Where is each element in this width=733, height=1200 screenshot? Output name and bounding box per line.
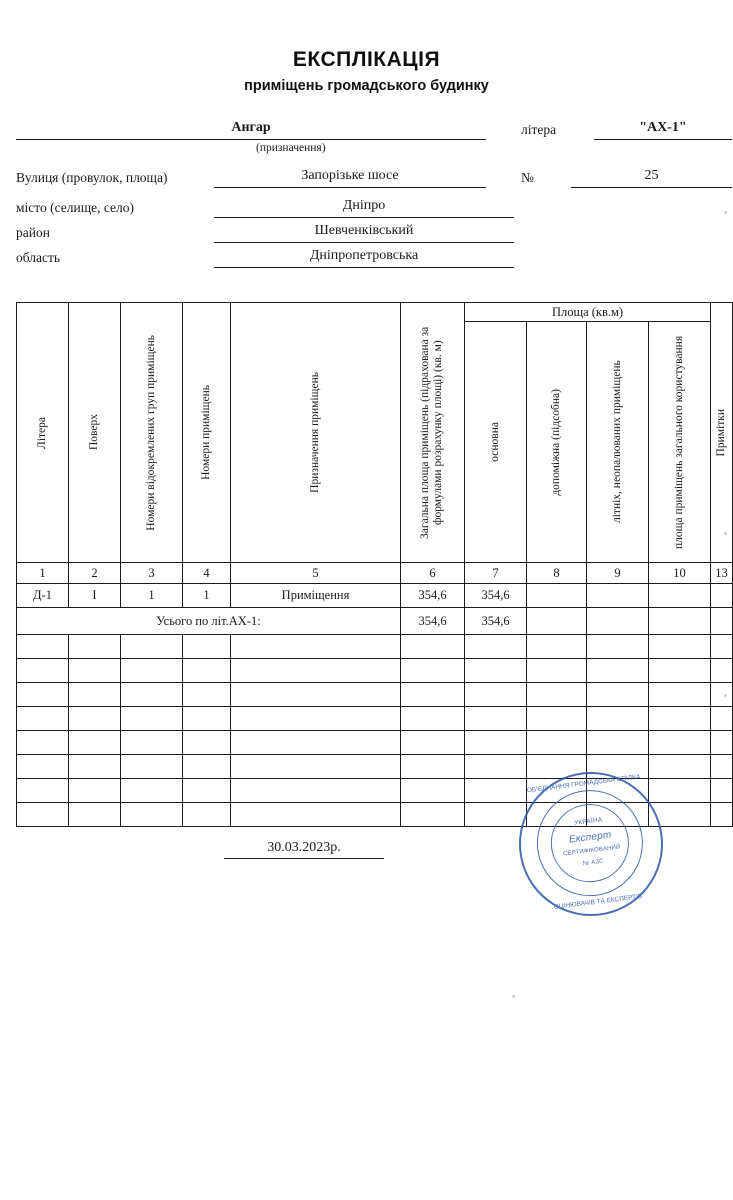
empty-cell [183, 755, 231, 779]
cell-purpose: Приміщення [231, 584, 401, 608]
col-header-area-group: Площа (кв.м) [465, 303, 711, 322]
document-date: 30.03.2023р. [224, 840, 384, 859]
empty-cell [17, 635, 69, 659]
total-total-area: 354,6 [401, 608, 465, 635]
empty-cell [121, 779, 183, 803]
empty-cell [121, 659, 183, 683]
empty-cell [183, 707, 231, 731]
empty-cell [465, 635, 527, 659]
empty-cell [527, 707, 587, 731]
empty-cell [17, 707, 69, 731]
empty-cell [401, 635, 465, 659]
empty-cell [527, 731, 587, 755]
empty-cell [401, 779, 465, 803]
number-label: № [521, 170, 534, 185]
table-empty-row [17, 659, 733, 683]
empty-cell [183, 731, 231, 755]
region-value: Дніпропетровська [214, 248, 514, 268]
empty-cell [711, 659, 733, 683]
cell-main-area: 354,6 [465, 584, 527, 608]
cell-total-area: 354,6 [401, 584, 465, 608]
empty-cell [231, 659, 401, 683]
empty-cell [69, 755, 121, 779]
empty-cell [69, 635, 121, 659]
table-row [17, 584, 733, 608]
empty-cell [465, 659, 527, 683]
empty-cell [121, 683, 183, 707]
city-label: місто (селище, село) [16, 200, 135, 215]
table-empty-row [17, 731, 733, 755]
empty-cell [231, 779, 401, 803]
empty-cell [401, 755, 465, 779]
col-header-main-area: основна [465, 322, 527, 563]
empty-cell [17, 755, 69, 779]
empty-cell [69, 683, 121, 707]
page-title: ЕКСПЛІКАЦІЯ [292, 48, 441, 71]
empty-cell [649, 755, 711, 779]
empty-cell [401, 659, 465, 683]
empty-cell [231, 755, 401, 779]
colnum-5: 5 [231, 563, 401, 584]
cell-room-no: 1 [183, 584, 231, 608]
empty-cell [69, 731, 121, 755]
header-fields [16, 120, 717, 271]
colnum-10: 10 [649, 563, 711, 584]
empty-cell [121, 707, 183, 731]
district-label: район [16, 225, 50, 240]
colnum-6: 6 [401, 563, 465, 584]
colnum-7: 7 [465, 563, 527, 584]
colnum-9: 9 [587, 563, 649, 584]
col-header-notes: Примітки [711, 303, 733, 563]
col-header-room-no: Номери приміщень [183, 303, 231, 563]
empty-cell [69, 659, 121, 683]
cell-summer-area [587, 584, 649, 608]
empty-cell [711, 731, 733, 755]
empty-cell [17, 659, 69, 683]
scan-speckle [512, 995, 515, 998]
scan-speckle [724, 211, 727, 214]
empty-cell [465, 707, 527, 731]
col-header-summer-area: літніх, неопалюваних приміщень [587, 322, 649, 563]
region-label: область [16, 250, 61, 265]
table-group-header-row [17, 303, 733, 322]
purpose-value: Ангар [16, 120, 486, 140]
empty-cell [587, 635, 649, 659]
empty-cell [649, 779, 711, 803]
total-common-area [649, 608, 711, 635]
table-total-row [17, 608, 733, 635]
street-label: Вулиця (провулок, площа) [16, 170, 168, 185]
empty-cell [649, 731, 711, 755]
empty-cell [587, 683, 649, 707]
total-notes [711, 608, 733, 635]
empty-cell [121, 803, 183, 827]
cell-common-area [649, 584, 711, 608]
empty-cell [711, 635, 733, 659]
empty-cell [121, 635, 183, 659]
stamp-inner-ring [546, 800, 633, 887]
empty-cell [231, 803, 401, 827]
empty-cell [401, 707, 465, 731]
colnum-8: 8 [527, 563, 587, 584]
total-aux-area [527, 608, 587, 635]
stamp-line-3: СЕРТИФІКОВАНИЙ [562, 844, 621, 858]
empty-cell [711, 755, 733, 779]
colnum-4: 4 [183, 563, 231, 584]
empty-cell [649, 635, 711, 659]
empty-cell [183, 683, 231, 707]
stamp-line-1: УКРАЇНА [573, 816, 603, 827]
cell-aux-area [527, 584, 587, 608]
colnum-2: 2 [69, 563, 121, 584]
number-value: 25 [571, 168, 732, 188]
empty-cell [183, 659, 231, 683]
litera-value: "АХ-1" [594, 120, 732, 140]
cell-litera: Д-1 [17, 584, 69, 608]
colnum-3: 3 [121, 563, 183, 584]
col-header-total-area: Загальна площа приміщень (підрахована за формулами розрахунку площі) (кв. м) [401, 303, 465, 563]
col-header-common-area: площа приміщень загального користування [649, 322, 711, 563]
total-label: Усього по літ.АХ-1: [17, 608, 401, 635]
empty-cell [527, 635, 587, 659]
field-row-city [16, 192, 717, 221]
empty-cell [649, 707, 711, 731]
table-empty-row [17, 707, 733, 731]
litera-label: літера [521, 122, 557, 137]
empty-cell [401, 803, 465, 827]
empty-cell [401, 683, 465, 707]
empty-cell [587, 659, 649, 683]
empty-cell [183, 803, 231, 827]
empty-cell [231, 707, 401, 731]
page-subtitle: приміщень громадського будинку [244, 78, 489, 94]
empty-cell [121, 755, 183, 779]
empty-cell [69, 803, 121, 827]
empty-cell [465, 731, 527, 755]
empty-cell [17, 683, 69, 707]
empty-cell [465, 683, 527, 707]
empty-cell [183, 779, 231, 803]
empty-cell [69, 779, 121, 803]
empty-cell [183, 635, 231, 659]
stamp-line-2: Експерт [568, 829, 613, 846]
empty-cell [231, 635, 401, 659]
field-row-purpose [16, 120, 717, 144]
empty-cell [587, 731, 649, 755]
table-column-number-row [17, 563, 733, 584]
stamp-line-4: № АЗС [582, 858, 605, 868]
empty-cell [649, 659, 711, 683]
explication-table [16, 302, 733, 827]
empty-cell [465, 755, 527, 779]
city-value: Дніпро [214, 198, 514, 218]
stamp-arc-bottom: ОЦІНЮВАЧІВ ТА ЕКСПЕРТІВ [553, 893, 643, 911]
empty-cell [711, 707, 733, 731]
empty-cell [17, 731, 69, 755]
table-empty-row [17, 635, 733, 659]
field-row-purpose-note [16, 144, 717, 162]
colnum-13: 13 [711, 563, 733, 584]
empty-cell [231, 731, 401, 755]
table-empty-row [17, 683, 733, 707]
district-value: Шевченківський [214, 223, 514, 243]
empty-cell [527, 659, 587, 683]
street-value: Запорізьке шосе [214, 168, 486, 188]
col-header-group-no: Номери відокремлених груп приміщень [121, 303, 183, 563]
empty-cell [527, 683, 587, 707]
total-main-area: 354,6 [465, 608, 527, 635]
purpose-note: (призначення) [256, 142, 326, 154]
empty-cell [711, 683, 733, 707]
scan-speckle [724, 532, 727, 535]
cell-group-no: 1 [121, 584, 183, 608]
col-header-litera: Літера [17, 303, 69, 563]
col-header-floor: Поверх [69, 303, 121, 563]
colnum-1: 1 [17, 563, 69, 584]
empty-cell [121, 731, 183, 755]
empty-cell [649, 683, 711, 707]
field-row-region [16, 246, 717, 271]
field-row-district [16, 221, 717, 246]
empty-cell [711, 779, 733, 803]
total-summer-area [587, 608, 649, 635]
title-block [0, 48, 733, 94]
cell-notes [711, 584, 733, 608]
stamp-arc-top: ОБ'ЄДНАННЯ ГРОМАДСЬКА СПІЛКА [526, 773, 641, 795]
empty-cell [17, 803, 69, 827]
cell-floor: I [69, 584, 121, 608]
empty-cell [465, 803, 527, 827]
col-header-purpose: Призначення приміщень [231, 303, 401, 563]
empty-cell [17, 779, 69, 803]
field-row-street [16, 162, 717, 192]
empty-cell [711, 803, 733, 827]
empty-cell [69, 707, 121, 731]
empty-cell [231, 683, 401, 707]
empty-cell [401, 731, 465, 755]
col-header-aux-area: допоміжна (підсобна) [527, 322, 587, 563]
empty-cell [587, 707, 649, 731]
scan-speckle [724, 694, 727, 697]
